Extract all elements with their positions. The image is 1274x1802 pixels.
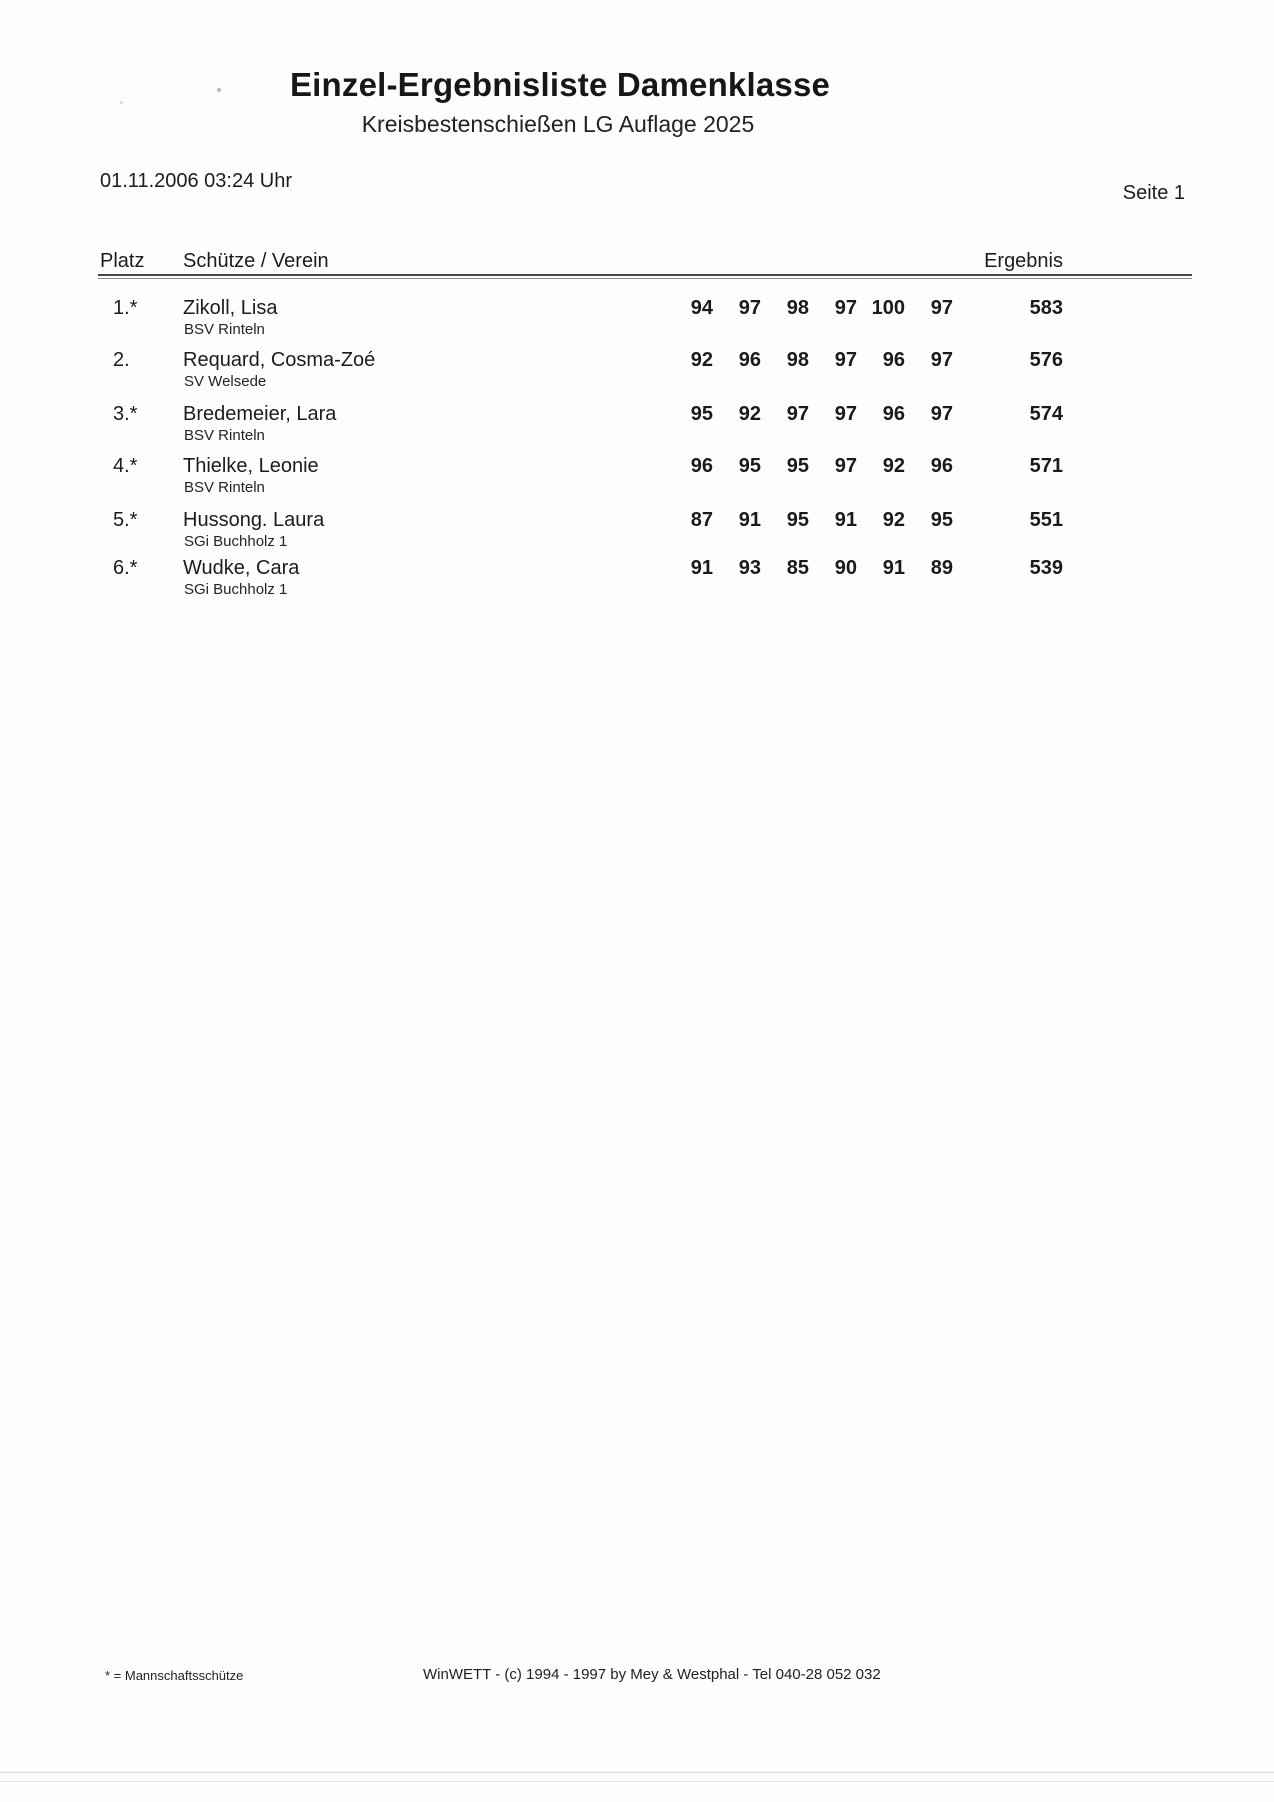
series-score-2: 91 bbox=[738, 509, 761, 531]
series-score-1: 87 bbox=[690, 509, 713, 531]
series-score-4: 97 bbox=[834, 349, 857, 371]
shooter-name: Requard, Cosma-Zoé bbox=[183, 349, 376, 371]
table-row bbox=[0, 557, 1274, 607]
series-score-6: 97 bbox=[930, 297, 953, 319]
series-score-5: 92 bbox=[882, 455, 905, 477]
series-score-2: 93 bbox=[738, 557, 761, 579]
page-number-label: Seite 1 bbox=[1122, 182, 1185, 204]
column-header-ergebnis: Ergebnis bbox=[984, 250, 1063, 272]
table-row bbox=[0, 297, 1274, 347]
rank-label: 5.* bbox=[113, 509, 138, 531]
series-score-1: 91 bbox=[690, 557, 713, 579]
series-score-2: 96 bbox=[738, 349, 761, 371]
total-score: 576 bbox=[1029, 349, 1063, 371]
series-score-4: 97 bbox=[834, 455, 857, 477]
series-score-3: 95 bbox=[786, 509, 809, 531]
series-score-1: 92 bbox=[690, 349, 713, 371]
series-score-3: 98 bbox=[786, 349, 809, 371]
series-score-3: 98 bbox=[786, 297, 809, 319]
scan-artifact-line bbox=[0, 1781, 1274, 1782]
page-subtitle: Kreisbestenschießen LG Auflage 2025 bbox=[361, 111, 755, 137]
print-datetime: 01.11.2006 03:24 Uhr bbox=[100, 170, 293, 192]
column-header-platz: Platz bbox=[100, 250, 145, 272]
series-score-4: 91 bbox=[834, 509, 857, 531]
total-score: 551 bbox=[1029, 509, 1063, 531]
scan-speck bbox=[120, 101, 123, 104]
club-name: SGi Buchholz 1 bbox=[184, 533, 288, 550]
rank-label: 6.* bbox=[113, 557, 138, 579]
series-score-5: 96 bbox=[882, 349, 905, 371]
series-score-3: 85 bbox=[786, 557, 809, 579]
series-score-5: 91 bbox=[882, 557, 905, 579]
series-score-2: 92 bbox=[738, 403, 761, 425]
club-name: BSV Rinteln bbox=[184, 479, 265, 496]
total-score: 539 bbox=[1029, 557, 1063, 579]
rank-label: 2. bbox=[113, 349, 130, 371]
series-score-3: 95 bbox=[786, 455, 809, 477]
series-score-1: 96 bbox=[690, 455, 713, 477]
team-shooter-legend: * = Mannschaftsschütze bbox=[105, 1668, 244, 1683]
series-score-6: 96 bbox=[930, 455, 953, 477]
club-name: BSV Rinteln bbox=[184, 321, 265, 338]
column-header-schuetze-verein: Schütze / Verein bbox=[183, 250, 329, 272]
series-score-4: 97 bbox=[834, 297, 857, 319]
total-score: 574 bbox=[1029, 403, 1063, 425]
shooter-name: Thielke, Leonie bbox=[183, 455, 319, 477]
rank-label: 1.* bbox=[113, 297, 138, 319]
table-row bbox=[0, 349, 1274, 399]
table-row bbox=[0, 455, 1274, 505]
series-score-5: 92 bbox=[882, 509, 905, 531]
series-score-5: 96 bbox=[882, 403, 905, 425]
scan-artifact-line bbox=[0, 1772, 1274, 1773]
club-name: SV Welsede bbox=[184, 373, 267, 390]
scan-speck bbox=[217, 88, 221, 92]
header-divider-line bbox=[98, 274, 1192, 279]
series-score-4: 90 bbox=[834, 557, 857, 579]
table-row bbox=[0, 403, 1274, 453]
series-score-6: 89 bbox=[930, 557, 953, 579]
table-row bbox=[0, 509, 1274, 559]
series-score-6: 95 bbox=[930, 509, 953, 531]
shooter-name: Zikoll, Lisa bbox=[183, 297, 278, 319]
rank-label: 3.* bbox=[113, 403, 138, 425]
shooter-name: Hussong. Laura bbox=[183, 509, 325, 531]
series-score-2: 97 bbox=[738, 297, 761, 319]
club-name: SGi Buchholz 1 bbox=[184, 581, 288, 598]
series-score-5: 100 bbox=[871, 297, 905, 319]
series-score-2: 95 bbox=[738, 455, 761, 477]
series-score-1: 94 bbox=[690, 297, 713, 319]
series-score-3: 97 bbox=[786, 403, 809, 425]
rank-label: 4.* bbox=[113, 455, 138, 477]
club-name: BSV Rinteln bbox=[184, 427, 265, 444]
total-score: 571 bbox=[1029, 455, 1063, 477]
shooter-name: Wudke, Cara bbox=[183, 557, 300, 579]
page-title: Einzel-Ergebnisliste Damenklasse bbox=[289, 66, 831, 103]
series-score-6: 97 bbox=[930, 403, 953, 425]
series-score-6: 97 bbox=[930, 349, 953, 371]
total-score: 583 bbox=[1029, 297, 1063, 319]
software-credit: WinWETT - (c) 1994 - 1997 by Mey & Westphal - Tel 040-28 052 032 bbox=[423, 1666, 881, 1683]
series-score-4: 97 bbox=[834, 403, 857, 425]
shooter-name: Bredemeier, Lara bbox=[183, 403, 337, 425]
series-score-1: 95 bbox=[690, 403, 713, 425]
